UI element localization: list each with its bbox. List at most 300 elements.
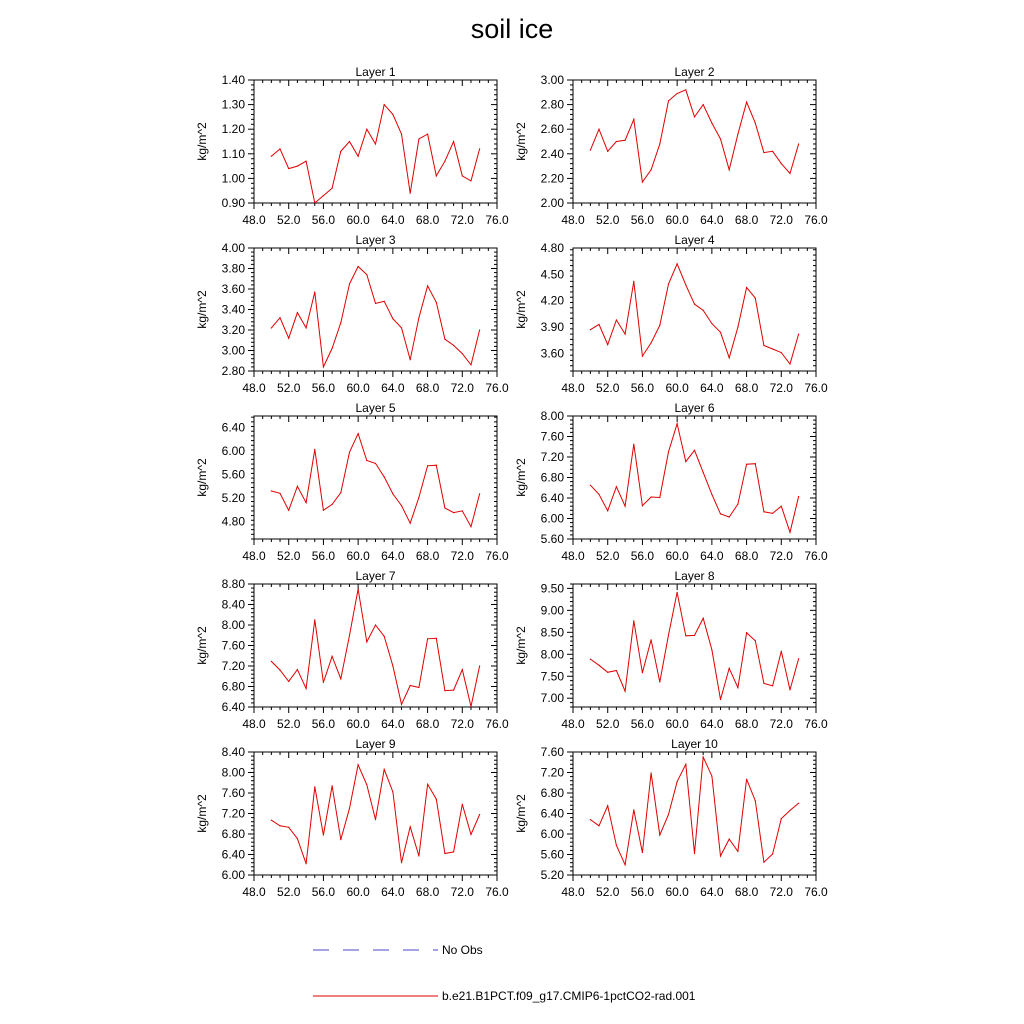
y-tick-label: 2.20 <box>540 171 564 186</box>
data-point <box>703 757 704 758</box>
data-point <box>590 819 591 820</box>
y-tick-label: 2.00 <box>540 196 564 210</box>
data-point <box>349 283 350 284</box>
data-point <box>685 635 686 636</box>
data-point <box>410 826 411 827</box>
y-tick-label: 3.40 <box>221 302 245 317</box>
series-line <box>590 424 798 533</box>
data-point <box>737 851 738 852</box>
data-point <box>271 156 272 157</box>
y-axis-label: kg/m^2 <box>514 122 528 161</box>
data-point <box>323 195 324 196</box>
x-tick-label: 48.0 <box>561 717 585 731</box>
data-point <box>607 805 608 806</box>
y-axis-label: kg/m^2 <box>195 626 209 665</box>
plot-frame <box>573 80 816 203</box>
y-axis-label: kg/m^2 <box>514 290 528 329</box>
chart-title: soil ice <box>470 14 554 44</box>
data-point <box>349 808 350 809</box>
data-point <box>305 863 306 864</box>
data-point <box>279 670 280 671</box>
x-tick-label: 72.0 <box>769 885 793 899</box>
data-point <box>366 274 367 275</box>
series-line <box>590 90 798 182</box>
data-point <box>479 814 480 815</box>
data-point <box>789 532 790 533</box>
x-tick-label: 52.0 <box>596 885 620 899</box>
data-point <box>668 634 669 635</box>
data-point <box>436 175 437 176</box>
data-point <box>349 452 350 453</box>
series-line <box>271 105 479 203</box>
x-tick-label: 64.0 <box>381 885 405 899</box>
data-point <box>453 141 454 142</box>
y-tick-label: 8.00 <box>540 409 564 423</box>
data-point <box>305 502 306 503</box>
data-point <box>349 141 350 142</box>
data-point <box>746 779 747 780</box>
x-tick-label: 64.0 <box>700 213 724 227</box>
data-point <box>401 134 402 135</box>
x-tick-label: 48.0 <box>242 885 266 899</box>
data-point <box>781 352 782 353</box>
panel-title: Layer 7 <box>355 569 396 583</box>
data-point <box>607 672 608 673</box>
data-point <box>392 493 393 494</box>
data-point <box>659 681 660 682</box>
x-tick-label: 64.0 <box>381 717 405 731</box>
data-point <box>729 357 730 358</box>
data-point <box>323 834 324 835</box>
data-point <box>375 303 376 304</box>
x-tick-label: 48.0 <box>242 549 266 563</box>
x-tick-label: 52.0 <box>277 885 301 899</box>
data-point <box>598 825 599 826</box>
x-tick-label: 68.0 <box>415 381 440 395</box>
x-tick-label: 64.0 <box>700 549 724 563</box>
data-point <box>746 102 747 103</box>
y-tick-label: 0.90 <box>221 196 245 210</box>
data-point <box>453 512 454 513</box>
data-point <box>737 687 738 688</box>
data-point <box>737 326 738 327</box>
x-tick-label: 64.0 <box>381 549 405 563</box>
data-point <box>711 494 712 495</box>
x-tick-label: 56.0 <box>311 549 336 563</box>
data-point <box>418 138 419 139</box>
y-tick-label: 4.20 <box>540 293 564 308</box>
x-tick-label: 72.0 <box>769 213 793 227</box>
y-tick-label: 3.00 <box>540 73 564 87</box>
y-tick-label: 7.60 <box>540 429 564 444</box>
y-tick-label: 3.60 <box>540 346 564 361</box>
y-tick-label: 6.40 <box>221 700 245 714</box>
x-tick-label: 60.0 <box>665 885 689 899</box>
data-point <box>279 317 280 318</box>
data-point <box>462 353 463 354</box>
x-tick-label: 56.0 <box>311 381 336 395</box>
data-point <box>633 620 634 621</box>
data-point <box>651 496 652 497</box>
data-point <box>633 119 634 120</box>
x-tick-label: 60.0 <box>346 381 370 395</box>
data-point <box>720 332 721 333</box>
y-tick-label: 7.60 <box>221 786 245 800</box>
data-point <box>358 433 359 434</box>
data-point <box>392 665 393 666</box>
panel-title: Layer 8 <box>674 569 715 583</box>
data-point <box>598 324 599 325</box>
data-point <box>651 772 652 773</box>
y-tick-label: 4.80 <box>221 514 245 529</box>
data-point <box>616 141 617 142</box>
data-point <box>624 140 625 141</box>
x-tick-label: 56.0 <box>630 381 655 395</box>
x-tick-label: 68.0 <box>415 885 440 899</box>
y-tick-label: 2.60 <box>540 122 564 137</box>
data-point <box>375 463 376 464</box>
data-point <box>590 659 591 660</box>
data-point <box>798 658 799 659</box>
x-tick-label: 76.0 <box>804 885 828 899</box>
data-point <box>470 706 471 707</box>
data-point <box>444 507 445 508</box>
panel-10 <box>514 737 828 899</box>
x-tick-label: 56.0 <box>630 549 655 563</box>
data-point <box>746 287 747 288</box>
data-point <box>772 685 773 686</box>
panel-title: Layer 1 <box>355 65 396 79</box>
x-tick-label: 56.0 <box>630 213 655 227</box>
y-tick-label: 4.80 <box>540 241 564 255</box>
data-point <box>279 825 280 826</box>
data-point <box>763 152 764 153</box>
data-point <box>401 505 402 506</box>
series-line <box>590 264 798 364</box>
plot-frame <box>254 416 497 539</box>
series-line <box>590 592 798 699</box>
x-tick-label: 76.0 <box>804 549 828 563</box>
y-axis-label: kg/m^2 <box>514 794 528 833</box>
panel-title: Layer 5 <box>355 401 396 415</box>
data-point <box>607 510 608 511</box>
y-tick-label: 8.00 <box>221 618 245 632</box>
x-tick-label: 60.0 <box>346 213 370 227</box>
data-point <box>436 302 437 303</box>
data-point <box>624 506 625 507</box>
data-point <box>470 364 471 365</box>
data-point <box>659 834 660 835</box>
x-tick-label: 76.0 <box>804 213 828 227</box>
x-tick-label: 56.0 <box>630 717 655 731</box>
data-point <box>763 345 764 346</box>
y-tick-label: 5.60 <box>540 532 564 546</box>
x-tick-label: 64.0 <box>700 885 724 899</box>
plot-frame <box>573 416 816 539</box>
data-point <box>755 297 756 298</box>
plot-frame <box>573 248 816 371</box>
data-point <box>297 669 298 670</box>
data-point <box>616 845 617 846</box>
data-point <box>616 319 617 320</box>
data-point <box>703 310 704 311</box>
y-tick-label: 6.00 <box>221 444 245 459</box>
x-tick-label: 60.0 <box>665 213 689 227</box>
data-point <box>651 639 652 640</box>
x-tick-label: 64.0 <box>381 381 405 395</box>
data-point <box>798 803 799 804</box>
y-tick-label: 5.60 <box>221 467 245 482</box>
data-point <box>401 862 402 863</box>
data-point <box>427 134 428 135</box>
data-point <box>677 263 678 264</box>
data-point <box>781 506 782 507</box>
y-tick-label: 5.20 <box>221 491 245 505</box>
panel-9 <box>195 737 509 899</box>
data-point <box>418 497 419 498</box>
x-tick-label: 48.0 <box>561 213 585 227</box>
data-point <box>479 148 480 149</box>
data-point <box>598 494 599 495</box>
data-point <box>720 855 721 856</box>
y-tick-label: 6.40 <box>221 420 245 435</box>
y-tick-label: 3.00 <box>221 343 245 358</box>
data-point <box>789 173 790 174</box>
x-tick-label: 72.0 <box>450 213 474 227</box>
data-point <box>720 513 721 514</box>
data-point <box>711 775 712 776</box>
x-tick-label: 60.0 <box>346 549 370 563</box>
data-point <box>305 688 306 689</box>
data-point <box>436 799 437 800</box>
data-point <box>332 188 333 189</box>
data-point <box>444 690 445 691</box>
data-point <box>462 510 463 511</box>
y-tick-label: 6.80 <box>221 679 245 694</box>
data-point <box>659 497 660 498</box>
data-point <box>755 800 756 801</box>
panel-title: Layer 2 <box>674 65 715 79</box>
data-point <box>375 143 376 144</box>
data-point <box>444 161 445 162</box>
x-tick-label: 76.0 <box>485 885 509 899</box>
data-point <box>340 492 341 493</box>
data-point <box>642 355 643 356</box>
data-point <box>720 138 721 139</box>
y-tick-label: 7.20 <box>221 806 245 821</box>
panel-4 <box>514 233 828 395</box>
y-tick-label: 2.80 <box>540 97 564 112</box>
data-point <box>332 656 333 657</box>
data-point <box>781 163 782 164</box>
data-point <box>685 89 686 90</box>
data-point <box>410 359 411 360</box>
data-point <box>314 786 315 787</box>
data-point <box>470 180 471 181</box>
y-tick-label: 4.50 <box>540 267 564 282</box>
plot-frame <box>254 584 497 707</box>
data-point <box>297 166 298 167</box>
series-line <box>271 589 479 706</box>
x-tick-label: 56.0 <box>630 885 655 899</box>
data-point <box>418 855 419 856</box>
x-tick-label: 76.0 <box>804 717 828 731</box>
x-tick-label: 76.0 <box>485 213 509 227</box>
data-point <box>444 853 445 854</box>
data-point <box>384 636 385 637</box>
x-tick-label: 68.0 <box>734 213 759 227</box>
data-point <box>453 345 454 346</box>
x-tick-label: 76.0 <box>485 717 509 731</box>
data-point <box>677 93 678 94</box>
y-tick-label: 6.80 <box>540 786 564 800</box>
x-tick-label: 48.0 <box>242 717 266 731</box>
data-point <box>598 665 599 666</box>
y-axis-label: kg/m^2 <box>195 458 209 497</box>
x-tick-label: 76.0 <box>804 381 828 395</box>
y-axis-label: kg/m^2 <box>195 290 209 329</box>
data-point <box>358 764 359 765</box>
data-point <box>642 181 643 182</box>
data-point <box>366 641 367 642</box>
data-point <box>323 510 324 511</box>
data-point <box>340 151 341 152</box>
y-tick-label: 8.50 <box>540 625 564 640</box>
data-point <box>479 493 480 494</box>
y-tick-label: 6.40 <box>221 847 245 862</box>
data-point <box>590 329 591 330</box>
data-point <box>323 366 324 367</box>
data-point <box>384 769 385 770</box>
y-tick-label: 5.20 <box>540 868 564 882</box>
panel-title: Layer 10 <box>671 737 718 751</box>
data-point <box>271 490 272 491</box>
panel-6 <box>514 401 828 563</box>
y-axis-label: kg/m^2 <box>195 794 209 833</box>
x-tick-label: 64.0 <box>381 213 405 227</box>
data-point <box>288 681 289 682</box>
data-point <box>479 329 480 330</box>
data-point <box>729 839 730 840</box>
data-point <box>720 699 721 700</box>
data-point <box>401 704 402 705</box>
data-point <box>366 129 367 130</box>
data-point <box>633 444 634 445</box>
y-tick-label: 3.60 <box>221 282 245 296</box>
data-point <box>462 175 463 176</box>
data-point <box>616 486 617 487</box>
data-point <box>694 304 695 305</box>
y-tick-label: 7.50 <box>540 669 564 684</box>
data-point <box>763 862 764 863</box>
y-tick-label: 7.20 <box>540 450 564 464</box>
plot-frame <box>254 80 497 203</box>
x-tick-label: 52.0 <box>596 213 620 227</box>
x-tick-label: 60.0 <box>346 717 370 731</box>
data-point <box>305 161 306 162</box>
data-point <box>340 322 341 323</box>
y-tick-label: 6.00 <box>540 827 564 841</box>
data-point <box>677 592 678 593</box>
data-point <box>392 318 393 319</box>
panel-8 <box>514 569 828 731</box>
data-point <box>470 526 471 527</box>
data-point <box>427 784 428 785</box>
y-tick-label: 1.00 <box>221 171 245 186</box>
x-tick-label: 56.0 <box>311 717 336 731</box>
y-tick-label: 7.00 <box>540 691 564 706</box>
data-point <box>651 342 652 343</box>
data-point <box>375 624 376 625</box>
data-point <box>410 193 411 194</box>
x-tick-label: 60.0 <box>665 717 689 731</box>
data-point <box>789 810 790 811</box>
data-point <box>685 284 686 285</box>
data-point <box>677 781 678 782</box>
x-tick-label: 72.0 <box>450 381 474 395</box>
x-tick-label: 52.0 <box>596 717 620 731</box>
data-point <box>642 505 643 506</box>
data-point <box>288 168 289 169</box>
data-point <box>340 839 341 840</box>
data-point <box>624 334 625 335</box>
x-tick-label: 72.0 <box>769 549 793 563</box>
y-tick-label: 1.40 <box>221 73 245 87</box>
data-point <box>781 651 782 652</box>
y-tick-label: 6.00 <box>221 868 245 882</box>
y-axis-label: kg/m^2 <box>514 458 528 497</box>
data-point <box>427 638 428 639</box>
data-point <box>651 169 652 170</box>
data-point <box>392 791 393 792</box>
data-point <box>279 493 280 494</box>
x-tick-label: 68.0 <box>734 885 759 899</box>
data-point <box>436 465 437 466</box>
data-point <box>772 151 773 152</box>
y-tick-label: 8.80 <box>221 577 245 591</box>
y-tick-label: 3.90 <box>540 320 564 335</box>
panel-title: Layer 6 <box>674 401 715 415</box>
data-point <box>694 853 695 854</box>
data-point <box>462 804 463 805</box>
y-tick-label: 7.60 <box>221 638 245 653</box>
data-point <box>746 464 747 465</box>
x-tick-label: 52.0 <box>277 549 301 563</box>
data-point <box>279 148 280 149</box>
data-point <box>711 323 712 324</box>
y-tick-label: 1.20 <box>221 122 245 137</box>
y-tick-label: 6.80 <box>540 470 564 485</box>
panel-3 <box>195 233 509 395</box>
data-point <box>642 852 643 853</box>
data-point <box>798 496 799 497</box>
data-point <box>427 465 428 466</box>
data-point <box>746 632 747 633</box>
data-point <box>729 516 730 517</box>
data-point <box>271 661 272 662</box>
data-point <box>297 486 298 487</box>
data-point <box>607 151 608 152</box>
data-point <box>384 476 385 477</box>
panel-title: Layer 4 <box>674 233 715 247</box>
y-tick-label: 8.40 <box>221 597 245 612</box>
data-point <box>358 156 359 157</box>
x-tick-label: 48.0 <box>242 381 266 395</box>
data-point <box>453 851 454 852</box>
data-point <box>410 523 411 524</box>
x-tick-label: 48.0 <box>561 381 585 395</box>
x-tick-label: 52.0 <box>596 549 620 563</box>
